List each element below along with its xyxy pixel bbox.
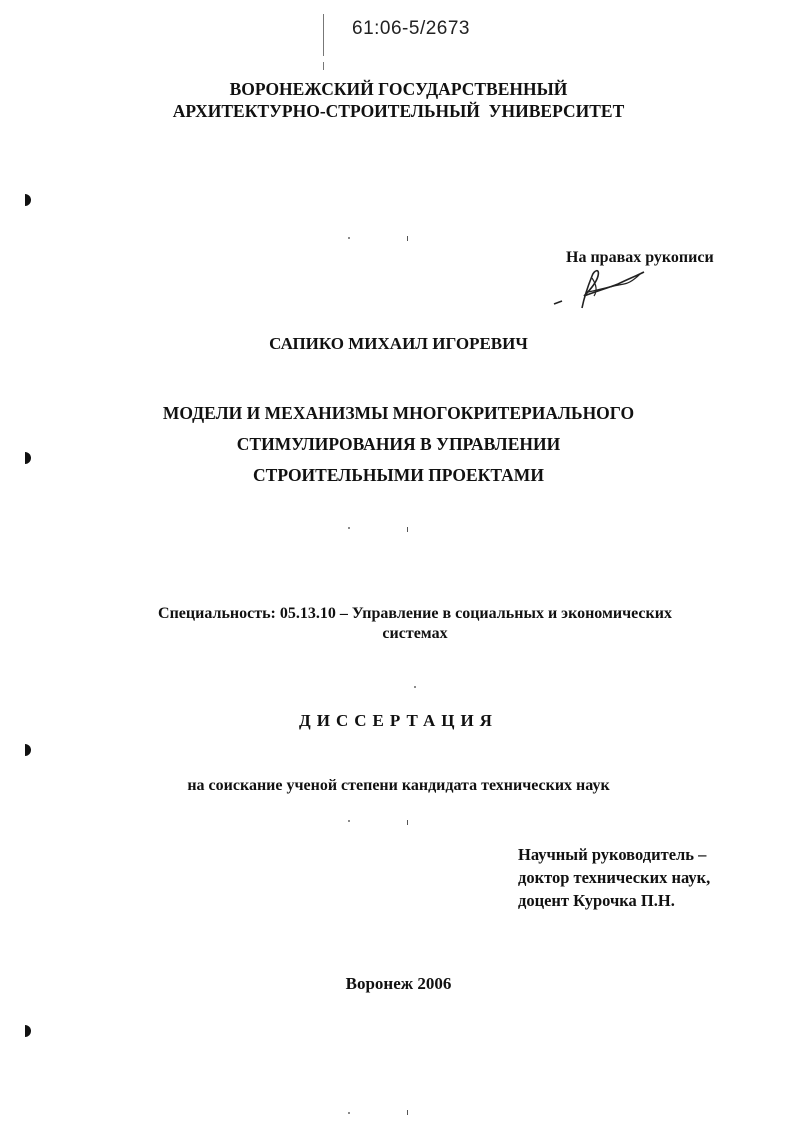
title-line-2: СТИМУЛИРОВАНИЯ В УПРАВЛЕНИИ: [236, 434, 561, 454]
title-line-1: МОДЕЛИ И МЕХАНИЗМЫ МНОГОКРИТЕРИАЛЬНОГО: [162, 403, 635, 423]
scan-speck: [407, 1110, 408, 1115]
title-line-3: СТРОИТЕЛЬНЫМИ ПРОЕКТАМИ: [253, 465, 544, 485]
margin-line-top: [323, 14, 324, 56]
scan-speck: [407, 527, 408, 532]
university-line-2: АРХИТЕКТУРНО-СТРОИТЕЛЬНЫЙ УНИВЕРСИТЕТ: [172, 101, 625, 121]
scan-speck: [348, 820, 350, 822]
advisor-line-3: доцент Курочка П.Н.: [518, 891, 675, 910]
specialty-line-1: Специальность: 05.13.10 – Управление в социальных и экономических: [158, 605, 672, 622]
scan-speck: [348, 1112, 350, 1114]
binding-mark-4: [25, 1025, 31, 1037]
scan-speck: [348, 237, 350, 239]
signature-icon: [548, 262, 658, 312]
archive-stamp-code: 61:06-5/2673: [352, 18, 470, 39]
author-name: САПИКО МИХАИЛ ИГОРЕВИЧ: [269, 334, 528, 353]
city-year: Воронеж 2006: [345, 974, 452, 993]
scientific-advisor: [518, 843, 710, 912]
advisor-line-2: доктор технических наук,: [518, 868, 711, 887]
scan-speck: [348, 527, 350, 529]
university-name: [0, 78, 797, 122]
binding-mark-3: [25, 744, 31, 756]
margin-line-bottom: [323, 62, 324, 70]
degree-statement: на соискание ученой степени кандидата технических наук: [187, 777, 610, 794]
university-line-1: ВОРОНЕЖСКИЙ ГОСУДАРСТВЕННЫЙ: [229, 79, 568, 99]
scan-speck: [414, 686, 416, 688]
scan-speck: [407, 236, 408, 241]
dissertation-title: [0, 398, 797, 491]
document-type: ДИССЕРТАЦИЯ: [299, 711, 498, 730]
scan-speck: [407, 820, 408, 825]
specialty: [90, 604, 740, 644]
advisor-line-1: Научный руководитель –: [518, 845, 707, 864]
specialty-line-2: системах: [382, 625, 448, 642]
binding-mark-1: [25, 194, 31, 206]
manuscript-rights-label: На правах рукописи: [566, 249, 714, 266]
